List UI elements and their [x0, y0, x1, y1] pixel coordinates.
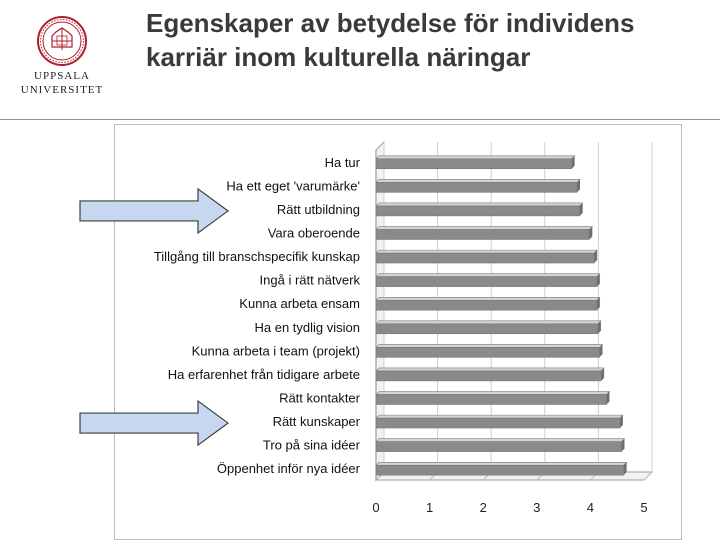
category-label: Ha ett eget 'varumärke': [226, 178, 360, 194]
category-label: Rätt kunskaper: [272, 414, 360, 430]
bar: [376, 206, 580, 216]
category-label: Ha erfarenhet från tidigare arbete: [167, 366, 360, 382]
bar: [376, 182, 577, 192]
bar: [376, 277, 597, 287]
logo-text-line1: UPPSALA: [34, 70, 90, 82]
highlight-arrow-icon: [80, 189, 228, 233]
category-label: Vara oberoende: [267, 225, 360, 241]
bar: [376, 418, 620, 428]
bar-top: [376, 321, 601, 324]
category-label: Tillgång till branschspecifik kunskap: [153, 249, 360, 265]
bar: [376, 324, 598, 334]
bar-top: [376, 344, 603, 347]
category-label: Ingå i rätt nätverk: [259, 272, 360, 288]
bar-top: [376, 250, 597, 253]
bar-top: [376, 179, 580, 182]
x-tick-label: 4: [586, 500, 595, 515]
chart-side-wall: [376, 142, 384, 480]
logo-text-line2: UNIVERSITET: [20, 84, 104, 96]
x-tick-label: 1: [425, 500, 434, 515]
bar: [376, 230, 589, 240]
bar-top: [376, 274, 600, 277]
bar-top: [376, 203, 583, 206]
bar-top: [376, 415, 623, 418]
bar-top: [376, 227, 592, 230]
bar-top: [376, 462, 627, 465]
bar-top: [376, 156, 575, 159]
bar-top: [376, 392, 609, 395]
category-label: Öppenhet inför nya idéer: [216, 461, 360, 477]
category-label: Kunna arbeta i team (projekt): [191, 343, 360, 359]
category-label: Rätt utbildning: [276, 201, 360, 217]
bar: [376, 442, 621, 452]
x-tick-label: 2: [479, 500, 487, 515]
bar: [376, 253, 594, 263]
bar: [376, 300, 597, 310]
highlight-arrow-icon: [80, 401, 228, 445]
category-label: Rätt kontakter: [279, 390, 360, 406]
bar: [376, 395, 606, 405]
bar: [376, 159, 572, 169]
bar-top: [376, 368, 604, 371]
slide-title: Egenskaper av betydelse för individens karriär inom kulturella näringar: [146, 8, 635, 72]
bar-top: [376, 297, 600, 300]
category-label: Kunna arbeta ensam: [239, 296, 360, 312]
category-label: Ha tur: [324, 154, 360, 170]
bar-top: [376, 439, 624, 442]
category-label: Tro på sina idéer: [262, 437, 360, 453]
x-tick-label: 5: [640, 500, 648, 515]
x-tick-label: 0: [372, 500, 380, 515]
bar: [376, 371, 601, 381]
x-tick-label: 3: [533, 500, 541, 515]
bar: [376, 465, 624, 475]
bar: [376, 347, 600, 357]
category-label: Ha en tydlig vision: [254, 319, 360, 335]
